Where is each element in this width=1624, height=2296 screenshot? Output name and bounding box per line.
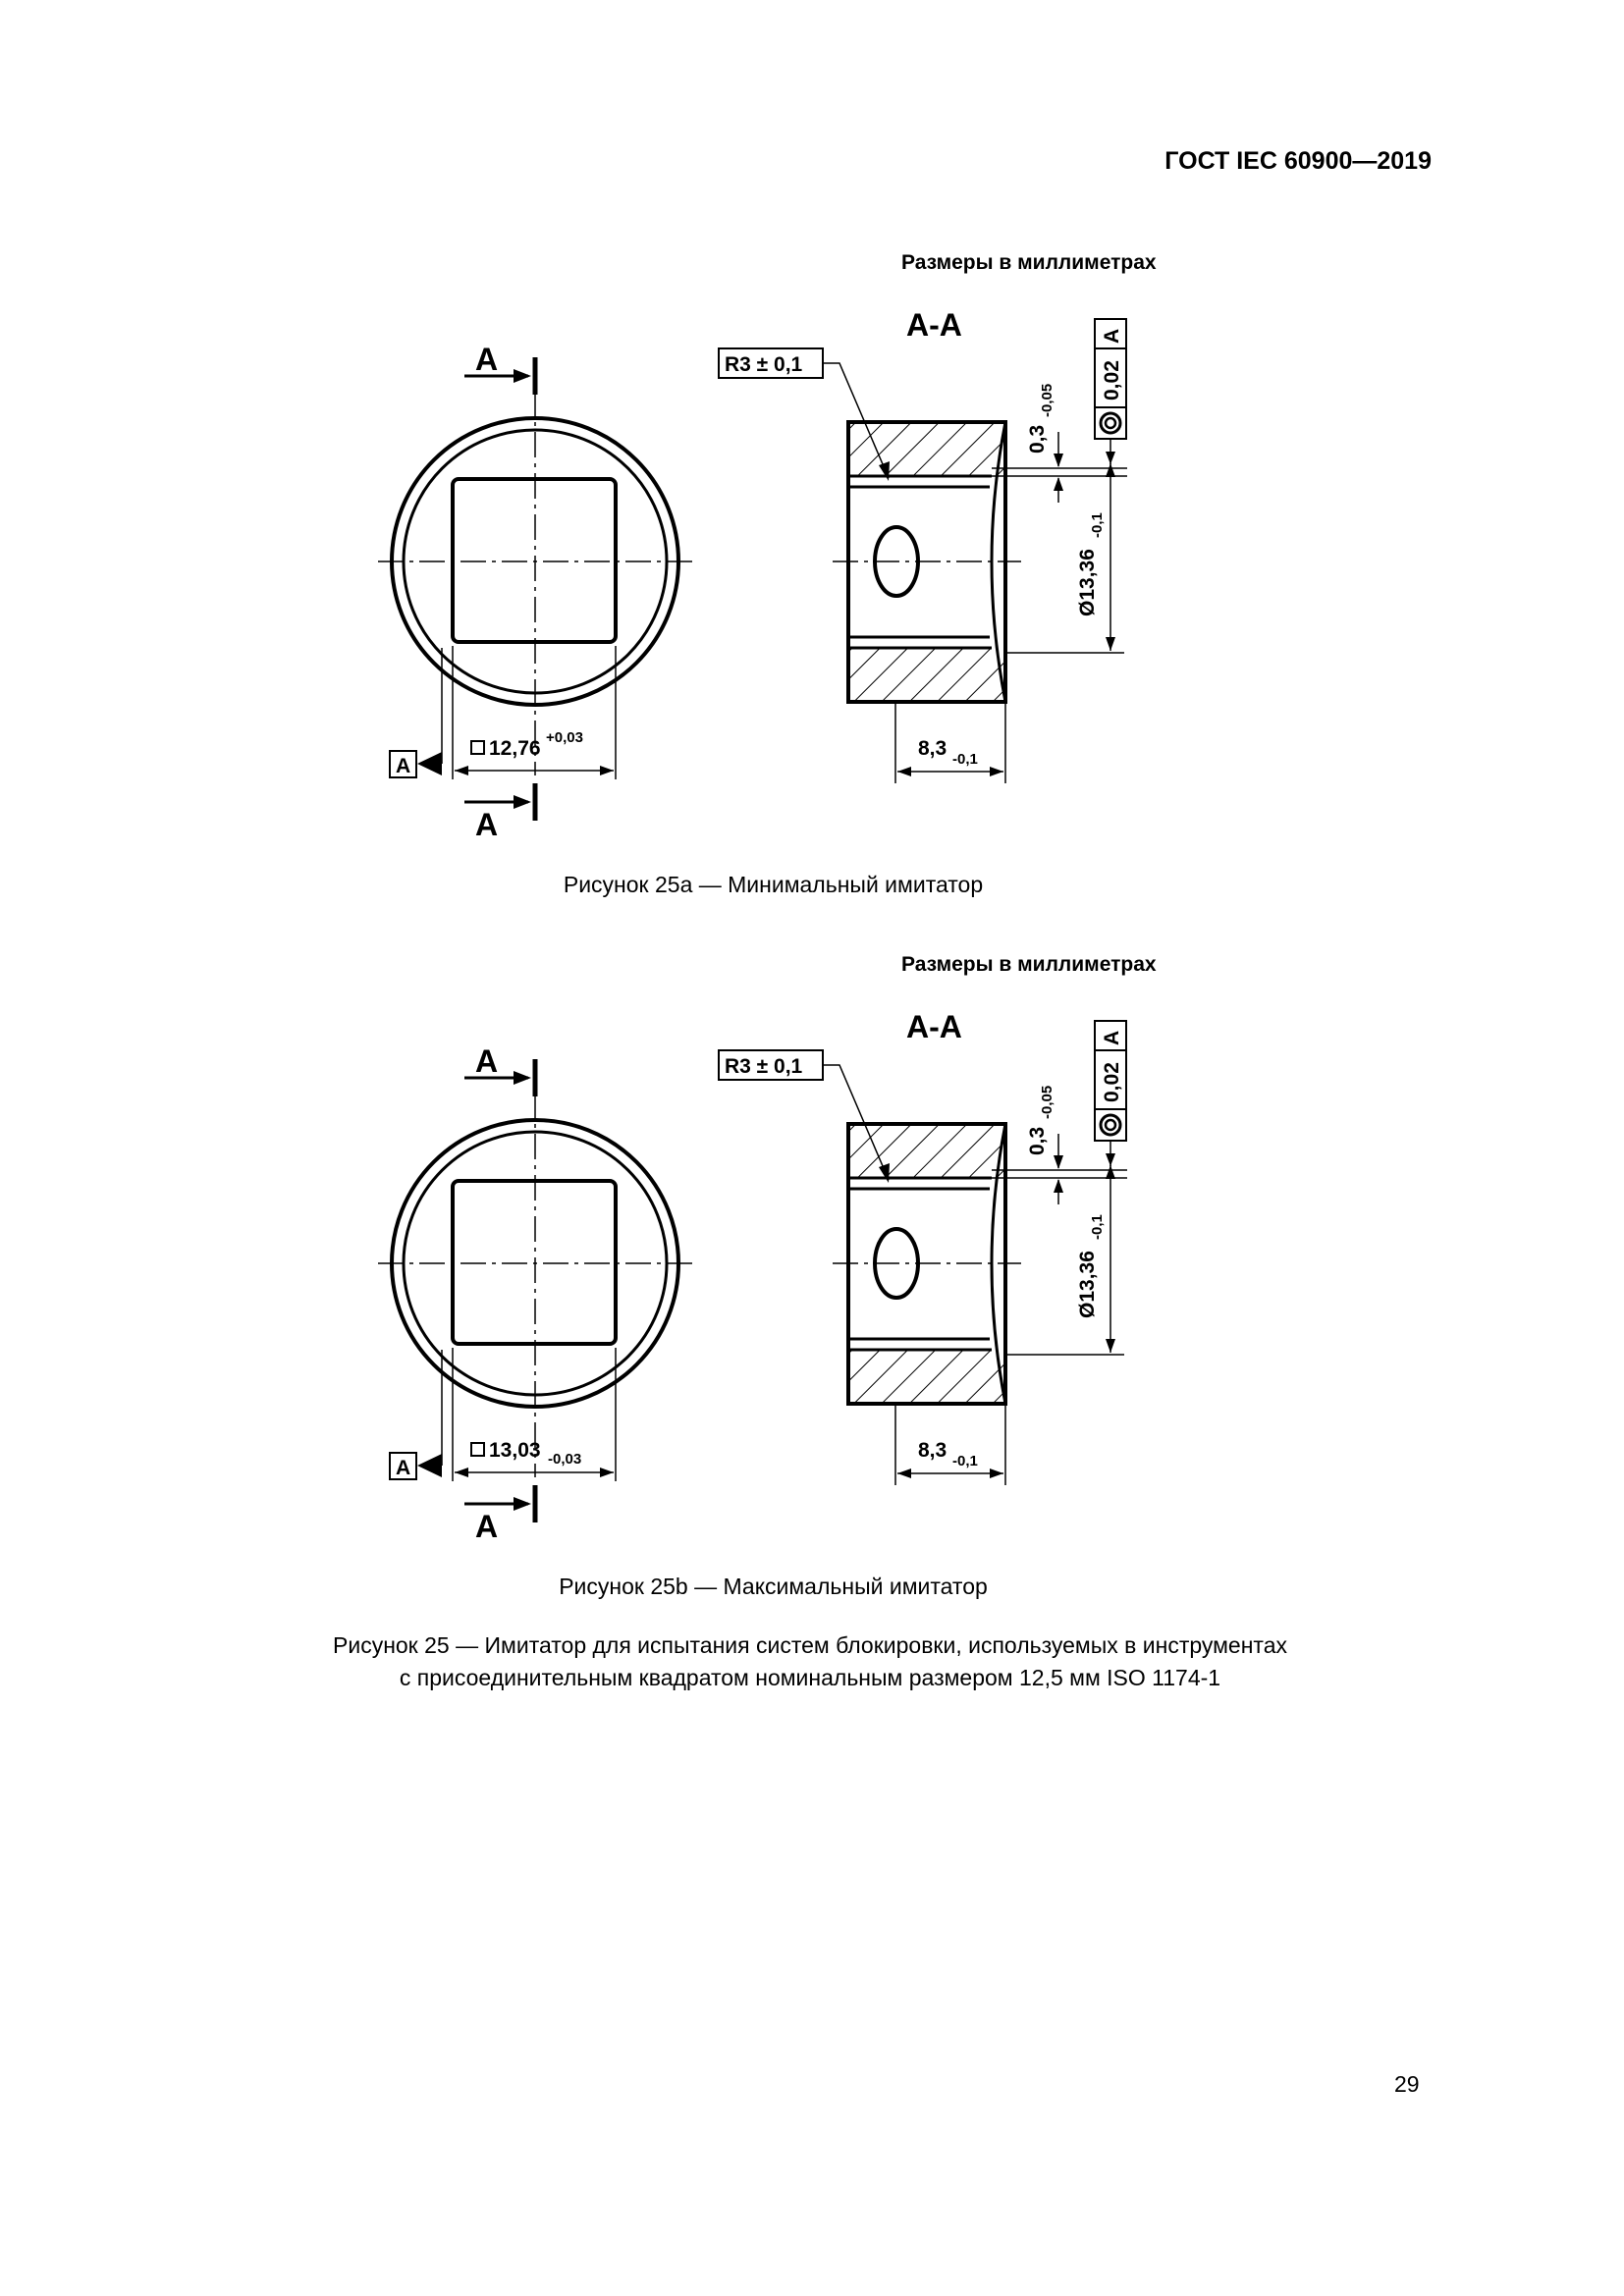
section-view-b bbox=[719, 1009, 1127, 1485]
tolerance-datum: A bbox=[1101, 328, 1123, 344]
datum-label: A bbox=[396, 1457, 411, 1479]
units-note-b: Размеры в миллиметрах bbox=[901, 953, 1157, 976]
figure-25-caption-line2: с присоединительным квадратом номинальным размером 12,5 мм ISO 1174-1 bbox=[399, 1665, 1221, 1690]
square-hole bbox=[453, 1181, 616, 1344]
tolerance-value: 0,02 bbox=[1101, 1062, 1123, 1102]
section-title: А-А bbox=[906, 307, 962, 343]
cut-label-top: А bbox=[475, 342, 499, 377]
square-hole bbox=[453, 479, 616, 642]
document-header: ГОСТ IEC 60900—2019 bbox=[1164, 147, 1432, 175]
diameter-tolerance: -0,1 bbox=[1089, 1214, 1106, 1240]
diameter-dimension: Ø13,36 bbox=[1076, 549, 1099, 616]
square-dimension: 13,03 bbox=[489, 1439, 541, 1462]
depth-dimension: 0,3 bbox=[1026, 424, 1049, 454]
page-number: 29 bbox=[1394, 2071, 1420, 2097]
figure-25-caption-line1: Рисунок 25 — Имитатор для испытания систем блокировки, используемых в инструментах bbox=[333, 1632, 1287, 1658]
section-title: А-А bbox=[906, 1009, 962, 1044]
datum-label: A bbox=[396, 755, 411, 777]
units-note-a: Размеры в миллиметрах bbox=[901, 251, 1157, 274]
tolerance-value: 0,02 bbox=[1101, 360, 1123, 400]
front-view-b bbox=[378, 1043, 692, 1544]
radius-label: R3 ± 0,1 bbox=[725, 1055, 803, 1078]
diameter-dimension: Ø13,36 bbox=[1076, 1251, 1099, 1318]
figure-25a-caption: Рисунок 25а — Минимальный имитатор bbox=[563, 872, 984, 897]
diameter-tolerance: -0,1 bbox=[1089, 512, 1106, 538]
width-dimension: 8,3 bbox=[918, 737, 947, 760]
width-tolerance: -0,1 bbox=[952, 1453, 978, 1469]
square-tolerance: +0,03 bbox=[546, 729, 583, 746]
width-tolerance: -0,1 bbox=[952, 751, 978, 768]
depth-tolerance: -0,05 bbox=[1039, 1085, 1056, 1119]
square-tolerance: -0,03 bbox=[548, 1451, 582, 1468]
cut-label-bottom: А bbox=[475, 807, 499, 842]
depth-tolerance: -0,05 bbox=[1039, 383, 1056, 417]
cut-label-top: А bbox=[475, 1043, 499, 1079]
radius-label: R3 ± 0,1 bbox=[725, 353, 803, 376]
figure-25b-caption: Рисунок 25b — Максимальный имитатор bbox=[559, 1574, 988, 1599]
tolerance-datum: A bbox=[1101, 1030, 1123, 1045]
width-dimension: 8,3 bbox=[918, 1439, 947, 1462]
figure-25b-drawing bbox=[0, 702, 1624, 1585]
figure-25-caption bbox=[196, 1629, 1424, 1694]
depth-dimension: 0,3 bbox=[1026, 1126, 1049, 1155]
square-dimension: 12,76 bbox=[489, 737, 541, 760]
cut-label-bottom: А bbox=[475, 1509, 499, 1544]
